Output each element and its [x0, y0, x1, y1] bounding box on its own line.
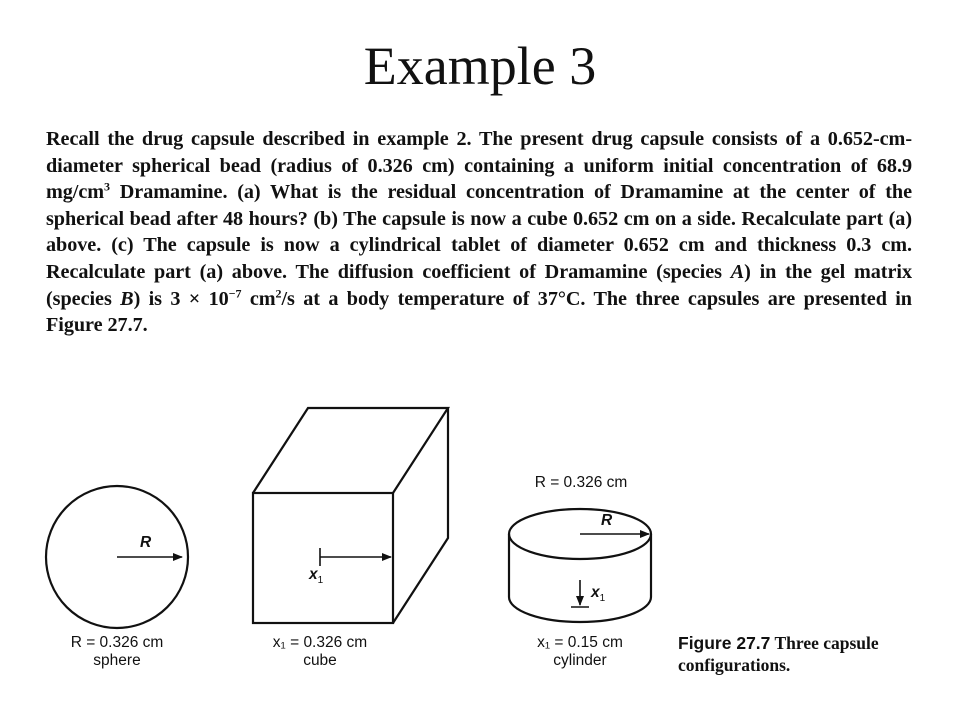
cylinder-dim-label: $x_1$: [591, 584, 606, 605]
cube-top-face: [253, 408, 448, 493]
problem-text-2: Dramamine. (a) What is the residual concentration of Dramamine at the center of the spherical bead after 48 hours? (b) The capsule is now a cube 0.652 cm on a side. Recalculate part (a) above. (c) The capsule is now a cylindrical tablet of diameter 0.652 cm and thickness 0.3 cm. Recalculate part (a) above. The diffusion coefficient of Dramamine (species: [46, 181, 912, 283]
sphere-radius-label: R: [140, 534, 152, 551]
cube-caption: [250, 634, 390, 670]
problem-text-3: ) in the gel matrix (species: [46, 260, 912, 310]
figure-number: Figure 27.7: [678, 633, 771, 653]
cube-caption-name: cube: [303, 652, 337, 669]
species-b: B: [120, 287, 134, 310]
cube-caption-value: x₁ = 0.326 cm: [272, 634, 368, 651]
cylinder-caption-value: x₁ = 0.15 cm: [537, 634, 623, 651]
cylinder-caption: [515, 634, 645, 670]
problem-exp-2: 2: [275, 285, 282, 300]
cube-front-face: [253, 493, 393, 623]
problem-text-4: ) is 3 × 10: [133, 287, 229, 310]
sphere-drawing: [46, 486, 188, 628]
problem-text-6: /s at a body temperature of 37°C. The three capsules are presented in Figure 27.7.: [46, 287, 912, 337]
slide-title: Example 3: [363, 36, 597, 96]
species-a: A: [730, 260, 745, 283]
problem-text-5: cm: [241, 287, 276, 310]
figure-caption-text: Three capsule configurations.: [678, 633, 879, 675]
problem-exp-1: −7: [228, 285, 242, 300]
sphere-caption-name: sphere: [93, 652, 141, 669]
sphere-caption-value: R = 0.326 cm: [70, 634, 164, 651]
cylinder-drawing: [509, 509, 651, 622]
figure-caption: [678, 632, 928, 676]
cube-dim-label: $x_1$: [309, 566, 324, 587]
problem-sup-1: 3: [104, 179, 110, 194]
cylinder-top-label: R = 0.326 cm: [534, 474, 628, 491]
cylinder-radius-label: R: [601, 512, 613, 529]
sphere-caption: [52, 634, 182, 670]
cylinder-caption-name: cylinder: [553, 652, 607, 669]
problem-text-1: Recall the drug capsule described in example 2. The present drug capsule consists of a 0.652-cm-diameter spherical bead (radius of 0.326 cm) containing a uniform initial concentration of 68.9 mg/cm: [46, 128, 912, 204]
cube-drawing: [253, 408, 448, 623]
cube-side-face: [393, 408, 448, 623]
